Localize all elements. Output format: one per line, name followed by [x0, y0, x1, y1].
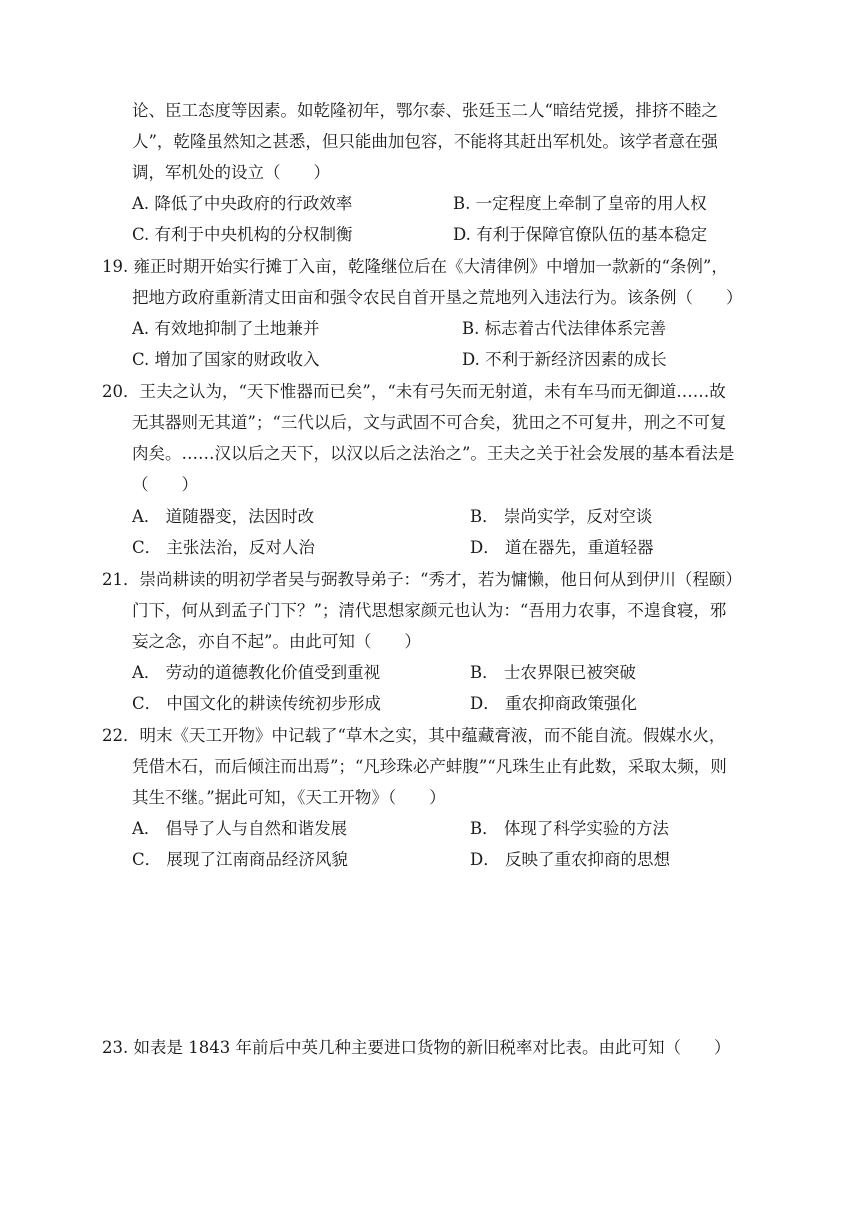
q22-option-a[interactable]: A． 倡导了人与自然和谐发展 — [132, 819, 348, 838]
q19-line-1: 19. 雍正时期开始实行摊丁入亩，乾隆继位后在《大清律例》中增加一款新的“条例”， — [102, 257, 728, 276]
q21-option-a[interactable]: A． 劳动的道德教化价值受到重视 — [132, 663, 381, 682]
q20-line-1: 20．王夫之认为，“天下惟器而已矣”，“未有弓矢而无射道，未有车马而无御道……故 — [102, 382, 726, 401]
q20-option-b[interactable]: B． 崇尚实学，反对空谈 — [470, 507, 653, 526]
q20-option-c[interactable]: C． 主张法治，反对人治 — [132, 538, 315, 557]
q20-line-4: （ ） — [132, 475, 198, 494]
q22-option-c[interactable]: C． 展现了江南商品经济风貌 — [132, 850, 348, 869]
q18-option-c[interactable]: C. 有利于中央机构的分权制衡 — [132, 225, 353, 244]
q18-line-1: 论、臣工态度等因素。如乾隆初年，鄂尔泰、张廷玉二人“暗结党援，排挤不睦之 — [132, 101, 718, 120]
q19-line-2: 把地方政府重新清丈田亩和强令农民自首开垦之荒地列入违法行为。该条例（ ） — [132, 288, 743, 307]
q20-option-a[interactable]: A． 道随器变，法因时改 — [132, 507, 315, 526]
q21-option-c[interactable]: C． 中国文化的耕读传统初步形成 — [132, 694, 381, 713]
q18-line-3: 调，军机处的设立（ ） — [132, 163, 330, 182]
q20-line-2: 无其器则无其道”；“三代以后，文与武固不可合矣，犹田之不可复井，刑之不可复 — [132, 413, 727, 432]
q20-line-3: 肉矣。……汉以后之天下，以汉以后之法治之”。王夫之关于社会发展的基本看法是 — [132, 444, 735, 463]
q22-option-b[interactable]: B． 体现了科学实验的方法 — [470, 819, 669, 838]
q21-line-2: 门下，何从到孟子门下？”；清代思想家颜元也认为：“吾用力农事，不遑食寝，邪 — [132, 601, 727, 620]
q21-option-b[interactable]: B． 士农界限已被突破 — [470, 663, 636, 682]
q19-option-d[interactable]: D. 不利于新经济因素的成长 — [462, 350, 667, 369]
q20-option-d[interactable]: D． 道在器先，重道轻器 — [470, 538, 654, 557]
q23-line-1: 23. 如表是 1843 年前后中英几种主要进口货物的新旧税率对比表。由此可知（ ） — [102, 1038, 731, 1057]
q18-option-a[interactable]: A. 降低了中央政府的行政效率 — [132, 194, 353, 213]
q19-option-b[interactable]: B. 标志着古代法律体系完善 — [462, 319, 667, 338]
q19-option-a[interactable]: A. 有效地抑制了土地兼并 — [132, 319, 320, 338]
q22-line-1: 22．明末《天工开物》中记载了“草木之实，其中蕴藏膏液，而不能自流。假媒水火， — [102, 726, 726, 745]
q21-option-d[interactable]: D． 重农抑商政策强化 — [470, 694, 637, 713]
q21-line-1: 21．崇尚耕读的明初学者吴与弼教导弟子：“秀才，若为慵懒，他日何从到伊川（程颐） — [102, 570, 742, 589]
q22-line-3: 其生不继。”据此可知，《天工开物》（ ） — [132, 788, 446, 807]
q22-line-2: 凭借木石，而后倾注而出焉”；“凡珍珠必产蚌腹”“凡珠生止有此数，采取太频，则 — [132, 757, 727, 776]
q19-option-c[interactable]: C. 增加了国家的财政收入 — [132, 350, 320, 369]
q18-line-2: 人”，乾隆虽然知之甚悉，但只能曲加包容，不能将其赶出军机处。该学者意在强 — [132, 132, 718, 151]
q18-option-d[interactable]: D. 有利于保障官僚队伍的基本稳定 — [453, 225, 708, 244]
q18-option-b[interactable]: B. 一定程度上牵制了皇帝的用人权 — [453, 194, 707, 213]
q21-line-3: 妄之念，亦自不起”。由此可知（ ） — [132, 632, 421, 651]
q22-option-d[interactable]: D． 反映了重农抑商的思想 — [470, 850, 670, 869]
